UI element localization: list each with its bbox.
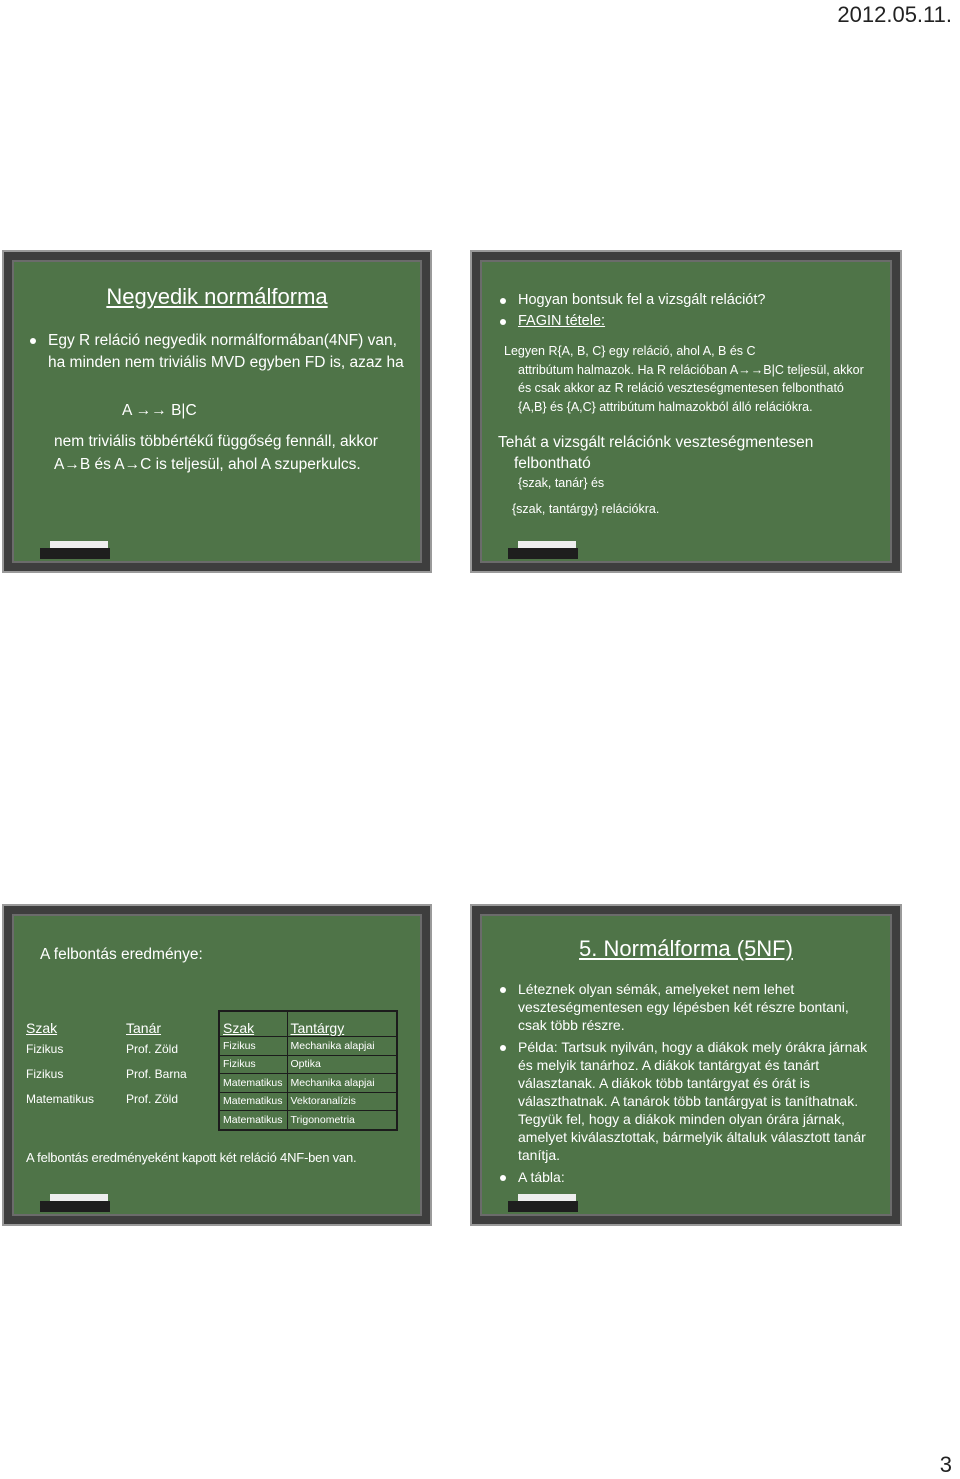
table-row bbox=[219, 1092, 397, 1111]
table-cell: Trigonometria bbox=[287, 1111, 397, 1130]
page-number: 3 bbox=[939, 1452, 952, 1477]
table-row bbox=[219, 1111, 397, 1130]
slide-5nf bbox=[472, 906, 900, 1224]
slide-title: Negyedik normálforma bbox=[106, 284, 328, 309]
table-row bbox=[24, 1086, 204, 1111]
column-header: Szak bbox=[219, 1011, 287, 1037]
slide-decomposition-result bbox=[4, 906, 430, 1224]
bullet-item: Példa: Tartsuk nyilván, hogy a diákok mely órákra járnak és melyik tanárhoz. A diákok tantárgyat és tanárt választanak. A diákok több tantárgyat és órát is választhatnak. A tanárok több tantárgyat is taníthatnak. Tegyük fel, hogy a diákok minden olyan órára járnak, amelyet kiválasztottak, bármelyik általuk választott tanár tanítja. bbox=[498, 1038, 878, 1164]
column-header: Szak bbox=[26, 1020, 58, 1036]
decomposition-part-2: {szak, tantárgy} relációkra. bbox=[512, 502, 660, 516]
slide-heading: A felbontás eredménye: bbox=[40, 946, 203, 963]
column-header: Tantárgy bbox=[287, 1011, 397, 1037]
conclusion-line-2: felbontható bbox=[514, 455, 591, 472]
definition-continuation: nem triviális többértékű függőség fennáll, akkor A→B és A→C is teljesül, ahol A szuperkulcs. bbox=[54, 433, 378, 473]
bullet-item: Egy R reláció negyedik normálformában(4NF) van, ha minden nem triviális MVD egyben FD is, azaz ha bbox=[28, 330, 408, 374]
table-cell: Mechanika alapjai bbox=[287, 1037, 397, 1056]
table-row bbox=[219, 1037, 397, 1056]
table-cell: Matematikus bbox=[219, 1092, 287, 1111]
chalkboard-eraser-icon bbox=[40, 1194, 110, 1214]
table-row bbox=[219, 1074, 397, 1093]
conclusion-line-1: Tehát a vizsgált relációnk veszteségmentesen bbox=[498, 434, 814, 451]
header-date: 2012.05.11. bbox=[837, 2, 952, 27]
fagin-detail-first-line: Legyen R{A, B, C} egy reláció, ahol A, B és C bbox=[504, 344, 756, 358]
table-cell: Fizikus bbox=[26, 1066, 64, 1081]
table-cell: Matematikus bbox=[219, 1111, 287, 1130]
bullet-item: A tábla: bbox=[498, 1168, 878, 1186]
table-cell: Fizikus bbox=[219, 1055, 287, 1074]
table-row bbox=[24, 1036, 204, 1061]
bullet-item: Léteznek olyan sémák, amelyeket nem lehet veszteségmentesen egy lépésben két részre bontani, csak több részre. bbox=[498, 980, 878, 1034]
table-cell: Prof. Zöld bbox=[126, 1091, 179, 1106]
conclusion-text bbox=[498, 432, 878, 474]
fagin-detail-rest: attribútum halmazok. Ha R relációban A→→B|C teljesül, akkor és csak akkor az R reláció veszteségmentesen felbontható {A,B} és {A,C} attribútum halmazokból álló relációkra. bbox=[518, 362, 864, 414]
fagin-detail bbox=[504, 342, 868, 416]
table-cell: Fizikus bbox=[219, 1037, 287, 1056]
bullet-list bbox=[28, 330, 408, 374]
table-szak-tantargy bbox=[218, 1010, 398, 1131]
bullet-item: FAGIN tétele: bbox=[498, 311, 888, 332]
slide-4nf-definition bbox=[4, 252, 430, 571]
table-cell: Prof. Zöld bbox=[126, 1041, 179, 1056]
table-row bbox=[219, 1055, 397, 1074]
table-cell: Matematikus bbox=[26, 1091, 95, 1106]
slide-fagin-theorem bbox=[472, 252, 900, 571]
table-cell: Matematikus bbox=[219, 1074, 287, 1093]
table-header-row bbox=[24, 1010, 204, 1036]
table-cell: Prof. Barna bbox=[126, 1066, 187, 1081]
table-header-row bbox=[219, 1011, 397, 1037]
slide-title: 5. Normálforma (5NF) bbox=[579, 936, 793, 961]
table-cell: Mechanika alapjai bbox=[287, 1074, 397, 1093]
slide-footer-note: A felbontás eredményeként kapott két reláció 4NF-ben van. bbox=[26, 1150, 357, 1165]
bullet-list bbox=[498, 290, 888, 332]
bullet-list bbox=[498, 980, 878, 1190]
column-header: Tanár bbox=[126, 1020, 162, 1036]
chalkboard-eraser-icon bbox=[508, 1194, 578, 1214]
bullet-item: Hogyan bontsuk fel a vizsgált relációt? bbox=[498, 290, 888, 311]
chalkboard-eraser-icon bbox=[508, 541, 578, 561]
table-cell: Optika bbox=[287, 1055, 397, 1074]
table-cell: Fizikus bbox=[26, 1041, 64, 1056]
table-cell: Vektoranalízis bbox=[287, 1092, 397, 1111]
table-row bbox=[24, 1061, 204, 1086]
chalkboard-eraser-icon bbox=[40, 541, 110, 561]
mvd-formula: A →→ B|C bbox=[122, 402, 197, 419]
decomposition-part-1: {szak, tanár} és bbox=[518, 476, 605, 490]
table-szak-tanar bbox=[24, 1010, 204, 1111]
